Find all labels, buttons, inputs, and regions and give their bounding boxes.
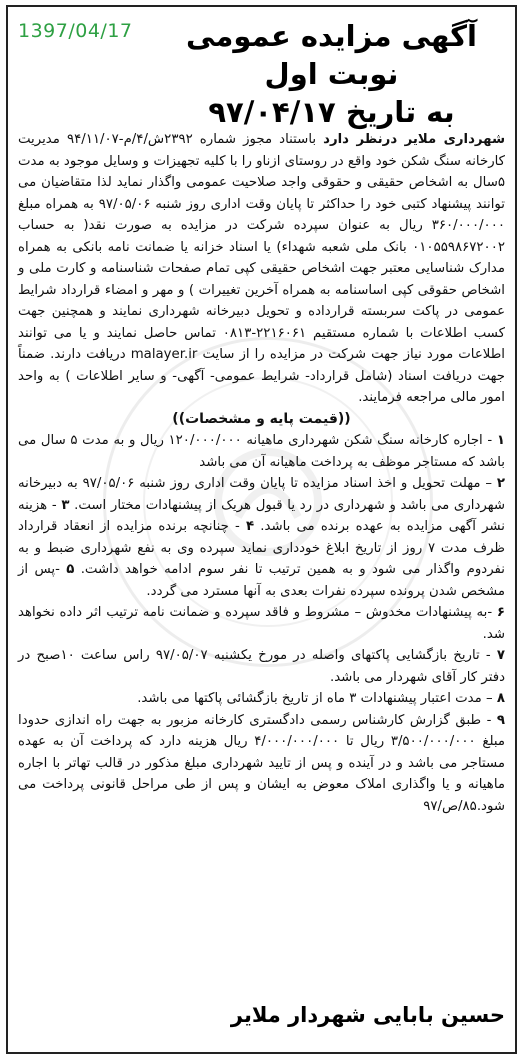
- intro-lead: شهرداری ملایر درنظر دارد: [323, 132, 506, 147]
- signature: حسین بابایی شهردار ملایر: [230, 1003, 505, 1027]
- title-line-2: به تاریخ ۹۷/۰۴/۱۷: [208, 95, 455, 129]
- item-number: ۲: [496, 476, 505, 491]
- intro-paragraph: [18, 129, 505, 409]
- publication-date-stamp: 1397/04/17: [18, 20, 133, 42]
- item-text: – مدت اعتبار پیشنهادات ۳ ماه از تاریخ بازگشائی پاکتها می باشد.: [137, 691, 497, 706]
- list-item: [18, 710, 505, 818]
- item-number: ۶: [496, 605, 505, 620]
- intro-text: باستناد مجوز شماره ۲۳۹۲ش/۴/م-۹۴/۱۱/۰۷ مدیریت کارخانه سنگ شکن خود واقع در روستای ازناو را با کلیه تجهیزات و وسایل موجود به مدت ۵سال به اشخاص حقیقی و حقوقی واجد صلاحیت عمومی واگذار نماید لذا متقاضیان می توانند پیشنهاد کتبی خود را حداکثر تا پایان وقت اداری روز شنبه ۹۷/۰۵/۰۶ به همراه مبلغ ۳۶۰/۰۰۰/۰۰۰ ریال به عنوان سپرده شرکت در مزایده به صورت نقد( به حساب ۰۱۰۵۵۹۸۶۷۲۰۰۲ بانک ملی شعبه شهداء) یا اسناد خزانه یا ضمانت نامه بانکی به همراه مدارک شناسایی معتبر جهت اشخاص حقیقی کپی تمام صفحات شناسنامه و کارت ملی و اشخاص حقوقی کپی اساسنامه به همراه آخرین تغییرات ) و مهر و امضاء قرارداد شرایط عمومی در پاکت سربسته قرارداده و تحویل دبیرخانه شهرداری نمایند و همچنین جهت کسب اطلاعات با شماره مستقیم ۲۲۱۶۰۶۱-۰۸۱۳ تماس حاصل نمایند و یا می توانند اطلاعات مورد نیاز جهت شرکت در مزایده را از سایت malayer.ir دریافت دارند. ضمناً جهت دریافت اسناد (شامل قرارداد- شرایط عمومی- آگهی- و سایر اطلاعات ) به واحد امور مالی مراجعه فرمایند.: [18, 132, 506, 405]
- item-text: - اجاره کارخانه سنگ شکن شهرداری ماهیانه ۱۲۰/۰۰۰/۰۰۰ ریال و به مدت ۵ سال می باشد که مستاجر موظف به پرداخت ماهیانه آن می باشد: [18, 433, 505, 470]
- item-number: ۱: [496, 433, 505, 448]
- section-heading: ((قیمت پایه و مشخصات)): [172, 410, 351, 427]
- list-item: [18, 602, 505, 645]
- item-number: ۷: [496, 648, 506, 663]
- item-number: ۵: [66, 562, 75, 577]
- item-text: - چنانچه برنده مزایده از انعقاد قرارداد ظرف مدت ۷ روز از تاریخ ابلاغ خودداری نماید سپرده وی به نفع شهرداری ضبط و به نفردوم واگذار می شود و به همین ترتیب تا نفر سوم ادامه خواهد داشت.: [18, 519, 505, 577]
- list-item: [18, 645, 505, 688]
- title-line-1: آگهی مزایده عمومی نوبت اول: [186, 19, 477, 91]
- item-number: ۸: [496, 691, 505, 706]
- announcement-body: [18, 129, 505, 817]
- announcement-title: [158, 17, 505, 131]
- item-text: - تاریخ بازگشایی پاکتهای واصله در مورخ یکشنبه ۹۷/۰۵/۰۷ راس ساعت ۱۰صبح در دفتر کار آقای شهردار می باشد.: [18, 648, 505, 685]
- item-text: – مهلت تحویل و اخذ اسناد مزایده تا پایان وقت اداری روز شنبه ۹۷/۰۵/۰۶ به دبیرخانه شهرداری می باشد و شهرداری در رد یا قبول هریک از پیشنهادات مختار است.: [18, 476, 505, 513]
- advertisement-frame: [6, 5, 517, 1054]
- list-item: [18, 430, 505, 473]
- item-text: -به پیشنهادات مخدوش – مشروط و فاقد سپرده و ضمانت نامه ترتیب اثر داده نخواهد شد.: [18, 605, 505, 642]
- list-item: [18, 473, 505, 602]
- item-text: - طبق گزارش کارشناس رسمی دادگستری کارخانه مزبور به جهت راه اندازی حدودا مبلغ ۳/۵۰۰/۰۰۰/۰۰۰ ریال تا ۴/۰۰۰/۰۰۰/۰۰۰ ریال هزینه دارد که پرداخت آن به عهده مستاجر می باشد و در آینده و پس از تایید شهرداری مبلغ مذکور در قالب تهاتر با اجاره ماهیانه و یا واگذاری املاک معوض به ایشان و پس از طی مراحل قانونی پرداخت می شود.۸۵/ص/۹۷: [18, 712, 505, 814]
- list-item: [18, 688, 505, 710]
- item-number: ۴: [245, 519, 255, 534]
- item-text: - هزینه نشر آگهی مزایده به عهده برنده می باشد.: [18, 497, 505, 534]
- item-text: -پس از مشخص شدن پرونده سپرده نفرات بعدی به آنها مسترد می گردد.: [18, 562, 505, 599]
- item-number: ۹: [496, 712, 505, 728]
- item-number: ۳: [61, 497, 70, 513]
